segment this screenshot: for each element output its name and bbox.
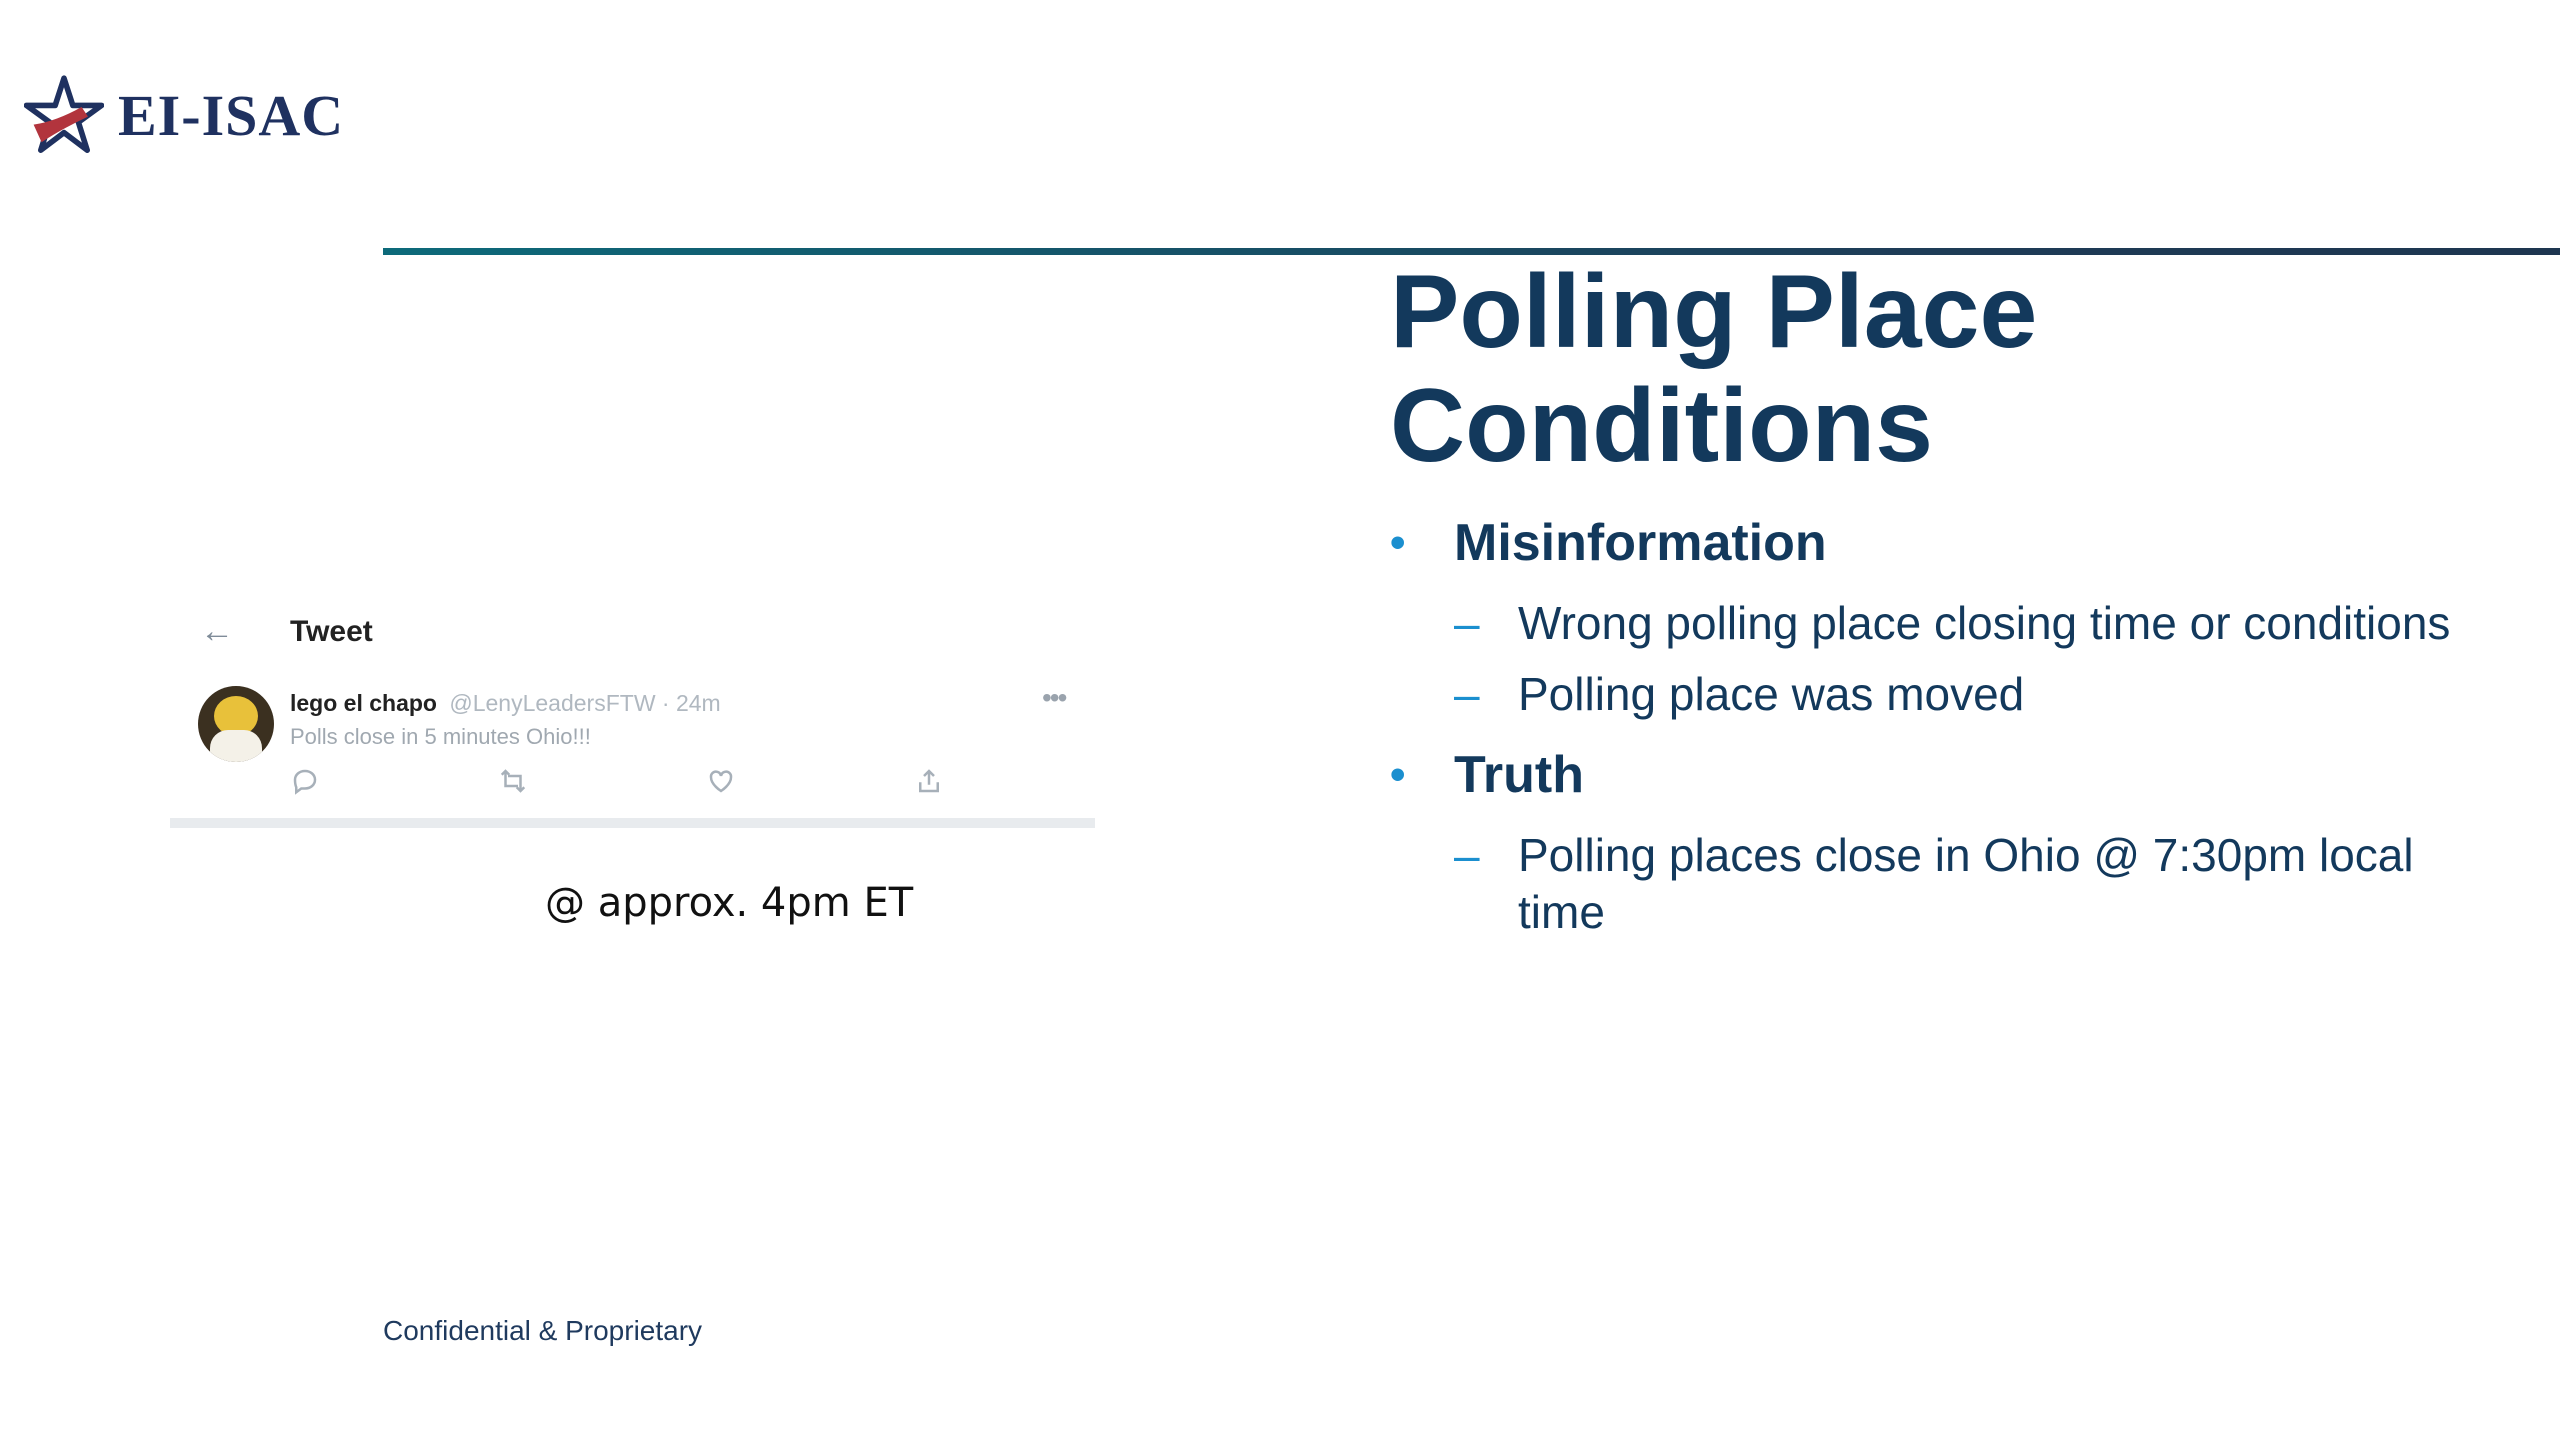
- sub-bullet-text: Polling places close in Ohio @ 7:30pm local time: [1518, 829, 2414, 938]
- ei-isac-logo: [24, 70, 344, 160]
- dash-marker: –: [1454, 597, 1480, 649]
- bullet-misinformation: [1390, 505, 2490, 581]
- sub-bullet-text: Polling place was moved: [1518, 668, 2025, 720]
- slide-title: Polling Place Conditions: [1390, 254, 2038, 484]
- sub-bullet-text: Wrong polling place closing time or conditions: [1518, 597, 2451, 649]
- share-icon: [914, 766, 944, 796]
- star-icon: [24, 75, 104, 155]
- sub-bullet: [1390, 595, 2490, 652]
- bullet-marker: •: [1390, 750, 1406, 799]
- sub-bullet: [1390, 666, 2490, 723]
- tweet-separator: [170, 818, 1095, 828]
- more-options-icon: •••: [1042, 682, 1066, 713]
- logo-text: EI-ISAC: [118, 82, 345, 148]
- back-arrow-icon: ←: [200, 612, 234, 650]
- footer-confidential: Confidential & Proprietary: [383, 1315, 703, 1346]
- retweet-icon: [498, 766, 528, 796]
- sub-list-container: [1390, 595, 2490, 723]
- tweet-actions: [290, 766, 990, 806]
- sub-list-truth: [1390, 827, 2490, 941]
- dash-marker: –: [1454, 829, 1480, 881]
- bullet-heading: Misinformation: [1454, 514, 1827, 572]
- sub-list-container: [1390, 827, 2490, 941]
- tweet-text: Polls close in 5 minutes Ohio!!!: [290, 724, 591, 749]
- avatar: [198, 686, 274, 762]
- tweet-screenshot: [170, 600, 1095, 835]
- sub-bullet: [1390, 827, 2490, 941]
- tweet-display-name: lego el chapo: [290, 690, 437, 716]
- tweet-handle: @LenyLeadersFTW · 24m: [449, 690, 721, 716]
- tweet-header-label: Tweet: [290, 614, 373, 648]
- reply-icon: [290, 766, 320, 796]
- avatar-body: [210, 730, 262, 762]
- tweet-header: [200, 612, 373, 651]
- sub-list-misinformation: [1390, 595, 2490, 723]
- tweet-caption: @ approx. 4pm ET: [545, 880, 914, 926]
- dash-marker: –: [1454, 668, 1480, 720]
- bullet-marker: •: [1390, 518, 1406, 567]
- tweet-user-line: [290, 690, 721, 717]
- bullet-heading: Truth: [1454, 746, 1584, 804]
- bullet-truth: [1390, 737, 2490, 813]
- like-icon: [706, 766, 736, 796]
- bullet-list: [1390, 505, 2490, 955]
